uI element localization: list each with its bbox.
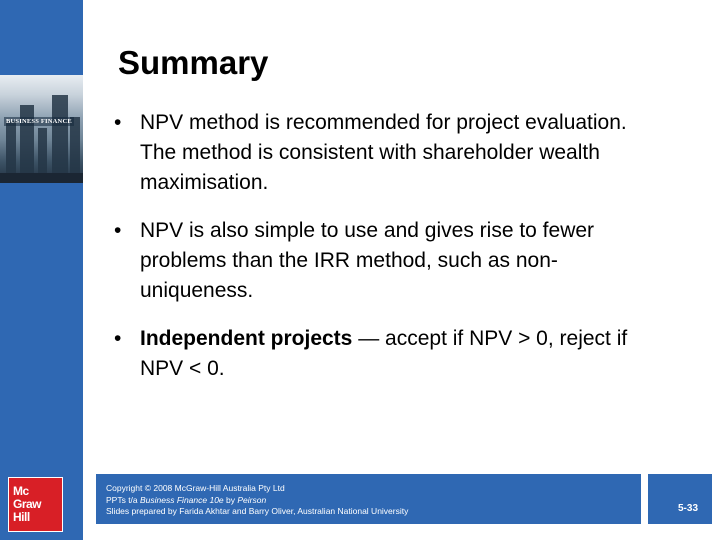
footer-author: Peirson xyxy=(237,494,267,505)
logo-line: Hill xyxy=(13,510,30,524)
footer-bar xyxy=(96,474,641,524)
footer-line: Slides prepared by Farida Akhtar and Barry Oliver, Australian National University xyxy=(106,506,409,516)
building-shape xyxy=(52,95,68,183)
mcgraw-hill-logo xyxy=(8,477,63,532)
bullet-dot-icon: • xyxy=(114,111,122,134)
book-cover-strip xyxy=(0,173,83,183)
footer-book-title: Business Finance 10e xyxy=(140,494,224,505)
bullet-item xyxy=(110,324,650,384)
page-number-box xyxy=(648,474,712,524)
bullet-text: NPV method is recommended for project evaluation. The method is consistent with shareholder wealth maximisation. xyxy=(140,111,627,194)
page-number: 5-33 xyxy=(677,503,698,514)
bullet-dot-icon: • xyxy=(114,219,122,242)
footer-line xyxy=(106,495,408,507)
bullet-list xyxy=(110,108,650,402)
bullet-item xyxy=(110,216,650,306)
bullet-bold-text: Independent projects xyxy=(140,327,353,350)
bullet-item xyxy=(110,108,650,198)
bullet-text: — accept if NPV > 0, reject if NPV < 0. xyxy=(140,327,628,380)
book-cover-title: BUSINESS FINANCE xyxy=(6,118,72,125)
book-cover-image xyxy=(0,75,83,183)
footer-copyright xyxy=(106,483,408,518)
bullet-text: NPV is also simple to use and gives rise to fewer problems than the IRR method, such as non-uniqueness. xyxy=(140,219,595,302)
footer-text-segment: PPTs t/a xyxy=(106,494,141,505)
logo-line: Graw xyxy=(13,497,42,511)
logo-line: Mc xyxy=(13,484,29,498)
bullet-dot-icon: • xyxy=(114,327,122,350)
footer-text-segment: by xyxy=(223,494,238,505)
footer-line: Copyright © 2008 McGraw-Hill Australia Pty Ltd xyxy=(106,483,285,493)
sidebar xyxy=(0,0,83,540)
slide-title: Summary xyxy=(118,44,269,81)
